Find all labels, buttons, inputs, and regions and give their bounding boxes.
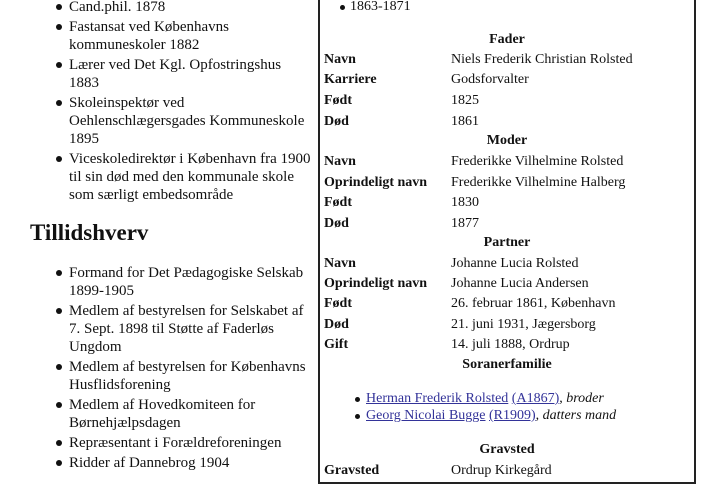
field-label: Født [324,296,352,311]
member-relation: broder [566,391,604,406]
gravsted-heading: Gravsted [479,442,535,457]
tillidshverv-list [0,264,318,474]
career-item: Lærer ved Det Kgl. Opfostringshus 1883 [0,56,318,92]
field-value: 1861 [451,114,479,129]
field-value: 1825 [451,93,479,108]
field-value: 1830 [451,195,479,210]
career-item: Cand.phil. 1878 [0,0,318,16]
field-value: Godsforvalter [451,72,529,87]
tillidshverv-item: Ridder af Dannebrog 1904 [0,454,318,472]
biography-column [0,0,318,489]
fader-heading: Fader [489,32,525,47]
field-value: 26. februar 1861, København [451,296,616,311]
field-value: Ordrup Kirkegård [451,463,552,478]
period-item: 1863-1871 [350,0,411,14]
tillidshverv-item: Repræsentant i Forældreforeningen [0,434,318,452]
field-label: Død [324,114,349,129]
career-list [0,0,318,206]
member-code-link[interactable]: (A1867) [511,391,560,406]
field-value: Johanne Lucia Rolsted [451,256,579,271]
member-name-link[interactable]: Herman Frederik Rolsted [366,391,509,406]
member-code-link[interactable]: (R1909) [489,408,536,423]
field-label: Død [324,216,349,231]
field-label: Oprindeligt navn [324,276,428,291]
tillidshverv-heading: Tillidshverv [30,220,149,245]
career-item: Viceskoledirektør i København fra 1900 til sin død med den kommunale skole som særligt embedsområde [0,150,318,204]
tillidshverv-item: Medlem af bestyrelsen for Københavns Husflidsforening [0,358,318,394]
field-label: Gravsted [324,463,380,478]
tillidshverv-item: Medlem af Hovedkomiteen for Børnehjælpsdagen [0,396,318,432]
field-label: Født [324,195,352,210]
field-label: Navn [324,154,356,169]
person-infobox [318,0,696,484]
member-relation: datters mand [542,408,617,423]
soraner-member: Herman Frederik Rolsted (A1867), broder [366,391,604,406]
tillidshverv-item: Medlem af bestyrelsen for Selskabet af 7. Sept. 1898 til Støtte af Faderløs Ungdom [0,302,318,356]
soranerfamilie-heading: Soranerfamilie [462,357,552,372]
field-label: Oprindeligt navn [324,175,428,190]
career-item: Fastansat ved Københavns kommuneskoler 1882 [0,18,318,54]
field-value: Frederikke Vilhelmine Halberg [451,175,626,190]
soraner-member: Georg Nicolai Bugge (R1909), datters mand [366,408,617,423]
moder-heading: Moder [486,133,528,148]
field-value: 21. juni 1931, Jægersborg [451,317,596,332]
field-label: Død [324,317,349,332]
field-label: Født [324,93,352,108]
member-name-link[interactable]: Georg Nicolai Bugge [366,408,486,423]
career-item: Skoleinspektør ved Oehlenschlægersgades Kommuneskole 1895 [0,94,318,148]
tillidshverv-item: Formand for Det Pædagogiske Selskab 1899-1905 [0,264,318,300]
field-value: Johanne Lucia Andersen [451,276,589,291]
field-label: Navn [324,256,356,271]
field-label: Karriere [324,72,377,87]
partner-heading: Partner [483,235,531,250]
field-label: Navn [324,52,356,67]
field-value: Frederikke Vilhelmine Rolsted [451,154,624,169]
field-value: 1877 [451,216,479,231]
field-label: Gift [324,337,349,352]
field-value: Niels Frederik Christian Rolsted [451,52,633,67]
field-value: 14. juli 1888, Ordrup [451,337,570,352]
